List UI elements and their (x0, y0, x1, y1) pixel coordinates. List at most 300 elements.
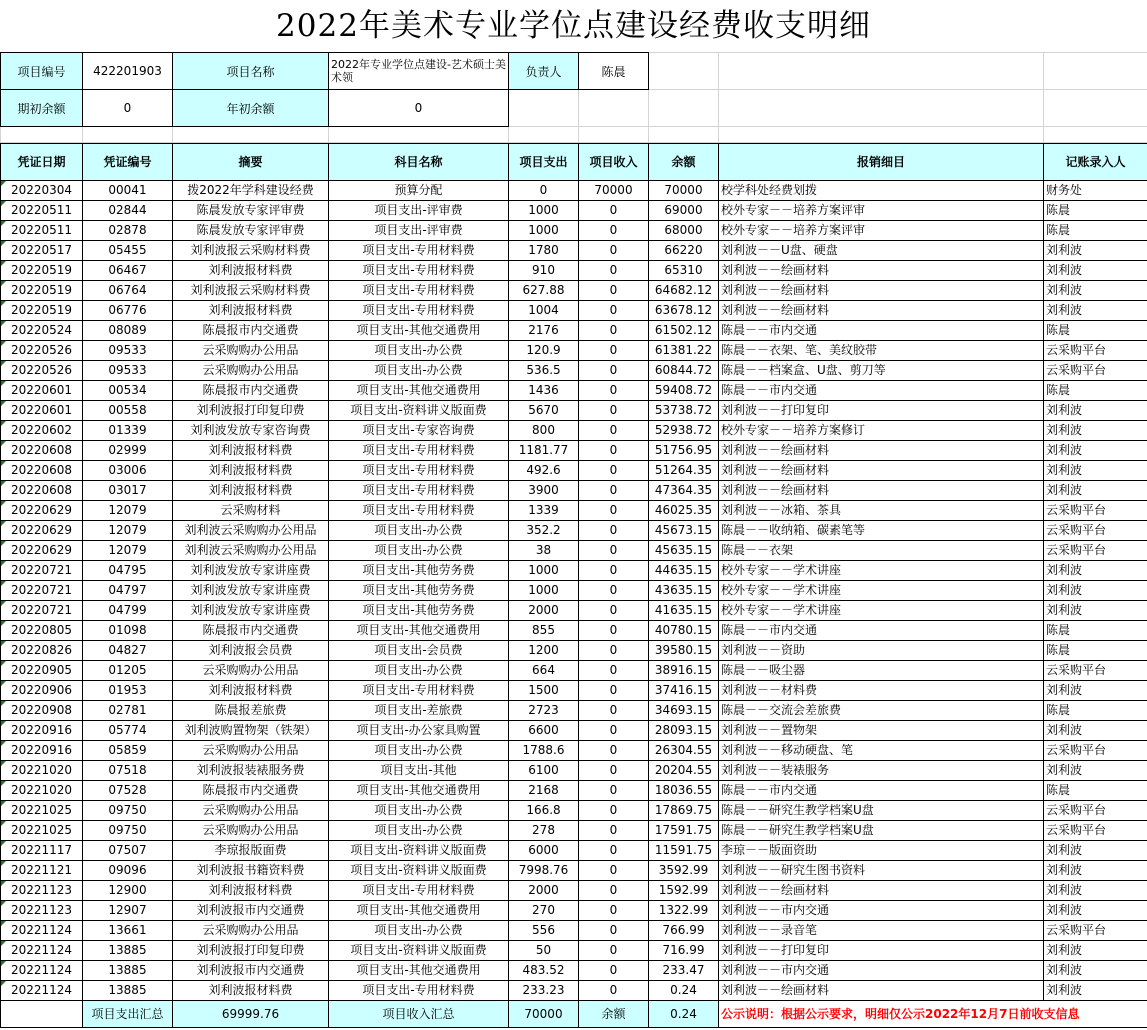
expense-cell[interactable]: 1436 (509, 381, 579, 401)
voucher-date-cell[interactable]: 20220519 (1, 301, 83, 321)
subject-cell[interactable]: 项目支出-其他劳务费 (329, 581, 509, 601)
expense-cell[interactable]: 536.5 (509, 361, 579, 381)
summary-cell[interactable]: 云采购购办公用品 (173, 801, 329, 821)
empty-cell[interactable] (579, 90, 649, 127)
voucher-no-cell[interactable]: 12079 (83, 521, 173, 541)
empty-cell[interactable] (329, 127, 509, 143)
detail-cell[interactable]: 校学科处经费划拨 (719, 181, 1044, 201)
expense-cell[interactable]: 483.52 (509, 961, 579, 981)
recorder-cell[interactable]: 刘利波 (1044, 261, 1147, 281)
voucher-date-cell[interactable]: 20220601 (1, 401, 83, 421)
balance-cell[interactable]: 37416.15 (649, 681, 719, 701)
expense-cell[interactable]: 1000 (509, 581, 579, 601)
detail-cell[interactable]: 陈晨－－交流会差旅费 (719, 701, 1044, 721)
income-cell[interactable]: 0 (579, 881, 649, 901)
detail-cell[interactable]: 校外专家－－培养方案修订 (719, 421, 1044, 441)
voucher-no-cell[interactable]: 07528 (83, 781, 173, 801)
recorder-cell[interactable]: 云采购平台 (1044, 741, 1147, 761)
empty-cell[interactable] (1044, 53, 1147, 90)
recorder-cell[interactable]: 刘利波 (1044, 481, 1147, 501)
voucher-date-cell[interactable]: 20220511 (1, 221, 83, 241)
empty-cell[interactable] (1044, 90, 1147, 127)
summary-cell[interactable]: 刘利波报材料费 (173, 301, 329, 321)
income-cell[interactable]: 70000 (579, 181, 649, 201)
summary-cell[interactable]: 刘利波发放专家讲座费 (173, 581, 329, 601)
income-cell[interactable]: 0 (579, 281, 649, 301)
voucher-no-cell[interactable]: 04795 (83, 561, 173, 581)
income-cell[interactable]: 0 (579, 241, 649, 261)
summary-cell[interactable]: 刘利波报会员费 (173, 641, 329, 661)
detail-cell[interactable]: 陈晨－－研究生教学档案U盘 (719, 821, 1044, 841)
income-cell[interactable]: 0 (579, 621, 649, 641)
voucher-date-cell[interactable]: 20220526 (1, 341, 83, 361)
expense-cell[interactable]: 2168 (509, 781, 579, 801)
voucher-no-cell[interactable]: 09533 (83, 341, 173, 361)
subject-cell[interactable]: 项目支出-专用材料费 (329, 441, 509, 461)
voucher-no-cell[interactable]: 12907 (83, 901, 173, 921)
expense-cell[interactable]: 120.9 (509, 341, 579, 361)
income-cell[interactable]: 0 (579, 421, 649, 441)
expense-total[interactable]: 69999.76 (173, 1001, 329, 1028)
empty-cell[interactable] (719, 127, 1044, 143)
income-cell[interactable]: 0 (579, 641, 649, 661)
voucher-date-cell[interactable]: 20220608 (1, 461, 83, 481)
recorder-cell[interactable]: 刘利波 (1044, 421, 1147, 441)
voucher-no-cell[interactable]: 09533 (83, 361, 173, 381)
recorder-cell[interactable]: 陈晨 (1044, 221, 1147, 241)
recorder-cell[interactable]: 云采购平台 (1044, 501, 1147, 521)
balance-cell[interactable]: 766.99 (649, 921, 719, 941)
voucher-no-cell[interactable]: 01339 (83, 421, 173, 441)
voucher-no-cell[interactable]: 13885 (83, 981, 173, 1001)
notice-text[interactable]: 公示说明：根据公示要求，明细仅公示2022年12月7日前收支信息 (719, 1001, 1147, 1028)
voucher-no-cell[interactable]: 03006 (83, 461, 173, 481)
detail-cell[interactable]: 刘利波－－市内交通 (719, 961, 1044, 981)
detail-cell[interactable]: 陈晨－－档案盒、U盘、剪刀等 (719, 361, 1044, 381)
subject-cell[interactable]: 项目支出-办公家具购置 (329, 721, 509, 741)
balance-cell[interactable]: 1592.99 (649, 881, 719, 901)
balance-cell[interactable]: 44635.15 (649, 561, 719, 581)
income-cell[interactable]: 0 (579, 901, 649, 921)
voucher-no-cell[interactable]: 01953 (83, 681, 173, 701)
empty-cell[interactable] (173, 127, 329, 143)
detail-cell[interactable]: 刘利波－－研究生图书资料 (719, 861, 1044, 881)
summary-cell[interactable]: 刘利波报书籍资料费 (173, 861, 329, 881)
income-cell[interactable]: 0 (579, 981, 649, 1001)
income-cell[interactable]: 0 (579, 821, 649, 841)
balance-cell[interactable]: 1322.99 (649, 901, 719, 921)
voucher-no-cell[interactable]: 02878 (83, 221, 173, 241)
voucher-date-cell[interactable]: 20220524 (1, 321, 83, 341)
subject-cell[interactable]: 项目支出-办公费 (329, 541, 509, 561)
voucher-no-cell[interactable]: 04827 (83, 641, 173, 661)
income-cell[interactable]: 0 (579, 861, 649, 881)
balance-cell[interactable]: 63678.12 (649, 301, 719, 321)
detail-cell[interactable]: 刘利波－－打印复印 (719, 401, 1044, 421)
recorder-cell[interactable]: 云采购平台 (1044, 361, 1147, 381)
voucher-date-cell[interactable]: 20221124 (1, 921, 83, 941)
expense-cell[interactable]: 3900 (509, 481, 579, 501)
expense-cell[interactable]: 7998.76 (509, 861, 579, 881)
voucher-no-cell[interactable]: 04799 (83, 601, 173, 621)
subject-cell[interactable]: 项目支出-专用材料费 (329, 281, 509, 301)
summary-cell[interactable]: 刘利波报打印复印费 (173, 941, 329, 961)
summary-cell[interactable]: 刘利波报装裱服务费 (173, 761, 329, 781)
expense-cell[interactable]: 556 (509, 921, 579, 941)
voucher-no-cell[interactable]: 00558 (83, 401, 173, 421)
recorder-cell[interactable]: 陈晨 (1044, 381, 1147, 401)
income-cell[interactable]: 0 (579, 461, 649, 481)
summary-cell[interactable]: 刘利波报云采购材料费 (173, 281, 329, 301)
header-subject[interactable]: 科目名称 (329, 144, 509, 181)
summary-cell[interactable]: 陈晨报市内交通费 (173, 381, 329, 401)
summary-cell[interactable]: 刘利波发放专家讲座费 (173, 561, 329, 581)
header-recorder[interactable]: 记账录入人 (1044, 144, 1147, 181)
detail-cell[interactable]: 刘利波－－绘画材料 (719, 261, 1044, 281)
expense-cell[interactable]: 352.2 (509, 521, 579, 541)
empty-cell[interactable] (1044, 127, 1147, 143)
subject-cell[interactable]: 项目支出-专家咨询费 (329, 421, 509, 441)
recorder-cell[interactable]: 刘利波 (1044, 301, 1147, 321)
balance-cell[interactable]: 38916.15 (649, 661, 719, 681)
subject-cell[interactable]: 项目支出-办公费 (329, 661, 509, 681)
voucher-no-cell[interactable]: 03017 (83, 481, 173, 501)
recorder-cell[interactable]: 刘利波 (1044, 401, 1147, 421)
empty-cell[interactable] (83, 127, 173, 143)
income-cell[interactable]: 0 (579, 941, 649, 961)
income-cell[interactable]: 0 (579, 681, 649, 701)
recorder-cell[interactable]: 刘利波 (1044, 461, 1147, 481)
summary-cell[interactable]: 云采购购办公用品 (173, 661, 329, 681)
subject-cell[interactable]: 项目支出-其他 (329, 761, 509, 781)
subject-cell[interactable]: 项目支出-专用材料费 (329, 981, 509, 1001)
expense-cell[interactable]: 800 (509, 421, 579, 441)
income-cell[interactable]: 0 (579, 741, 649, 761)
recorder-cell[interactable]: 陈晨 (1044, 321, 1147, 341)
summary-cell[interactable]: 刘利波报材料费 (173, 261, 329, 281)
subject-cell[interactable]: 项目支出-资料讲义版面费 (329, 861, 509, 881)
balance-cell[interactable]: 70000 (649, 181, 719, 201)
detail-cell[interactable]: 陈晨－－收纳箱、碳素笔等 (719, 521, 1044, 541)
expense-cell[interactable]: 2176 (509, 321, 579, 341)
expense-cell[interactable]: 627.88 (509, 281, 579, 301)
income-cell[interactable]: 0 (579, 761, 649, 781)
recorder-cell[interactable]: 刘利波 (1044, 761, 1147, 781)
voucher-no-cell[interactable]: 09750 (83, 801, 173, 821)
voucher-date-cell[interactable]: 20220602 (1, 421, 83, 441)
detail-cell[interactable]: 校外专家－－学术讲座 (719, 581, 1044, 601)
voucher-date-cell[interactable]: 20220629 (1, 541, 83, 561)
voucher-date-cell[interactable]: 20220519 (1, 261, 83, 281)
subject-cell[interactable]: 项目支出-办公费 (329, 341, 509, 361)
subject-cell[interactable]: 项目支出-其他交通费用 (329, 381, 509, 401)
subject-cell[interactable]: 项目支出-其他劳务费 (329, 601, 509, 621)
income-cell[interactable]: 0 (579, 581, 649, 601)
summary-cell[interactable]: 刘利波报材料费 (173, 981, 329, 1001)
income-cell[interactable]: 0 (579, 961, 649, 981)
detail-cell[interactable]: 陈晨－－衣架 (719, 541, 1044, 561)
summary-cell[interactable]: 陈晨发放专家评审费 (173, 201, 329, 221)
income-cell[interactable]: 0 (579, 441, 649, 461)
expense-cell[interactable]: 1000 (509, 561, 579, 581)
balance-cell[interactable]: 65310 (649, 261, 719, 281)
subject-cell[interactable]: 项目支出-资料讲义版面费 (329, 841, 509, 861)
recorder-cell[interactable]: 刘利波 (1044, 681, 1147, 701)
detail-cell[interactable]: 刘利波－－绘画材料 (719, 281, 1044, 301)
balance-cell[interactable]: 41635.15 (649, 601, 719, 621)
empty-cell[interactable] (509, 90, 579, 127)
detail-cell[interactable]: 刘利波－－U盘、硬盘 (719, 241, 1044, 261)
subject-cell[interactable]: 项目支出-会员费 (329, 641, 509, 661)
recorder-cell[interactable]: 刘利波 (1044, 561, 1147, 581)
balance-cell[interactable]: 64682.12 (649, 281, 719, 301)
balance-cell[interactable]: 11591.75 (649, 841, 719, 861)
voucher-date-cell[interactable]: 20221025 (1, 801, 83, 821)
empty-cell[interactable] (719, 53, 1044, 90)
recorder-cell[interactable]: 刘利波 (1044, 941, 1147, 961)
detail-cell[interactable]: 刘利波－－市内交通 (719, 901, 1044, 921)
recorder-cell[interactable]: 刘利波 (1044, 881, 1147, 901)
voucher-date-cell[interactable]: 20220916 (1, 721, 83, 741)
summary-cell[interactable]: 刘利波报材料费 (173, 441, 329, 461)
income-cell[interactable]: 0 (579, 401, 649, 421)
detail-cell[interactable]: 刘利波－－移动硬盘、笔 (719, 741, 1044, 761)
expense-cell[interactable]: 1000 (509, 221, 579, 241)
voucher-no-cell[interactable]: 09096 (83, 861, 173, 881)
recorder-cell[interactable]: 刘利波 (1044, 441, 1147, 461)
detail-cell[interactable]: 刘利波－－绘画材料 (719, 441, 1044, 461)
expense-cell[interactable]: 6000 (509, 841, 579, 861)
subject-cell[interactable]: 项目支出-办公费 (329, 361, 509, 381)
detail-cell[interactable]: 陈晨－－市内交通 (719, 321, 1044, 341)
header-balance[interactable]: 余额 (649, 144, 719, 181)
summary-cell[interactable]: 陈晨报市内交通费 (173, 621, 329, 641)
subject-cell[interactable]: 项目支出-专用材料费 (329, 501, 509, 521)
voucher-date-cell[interactable]: 20220519 (1, 281, 83, 301)
subject-cell[interactable]: 项目支出-资料讲义版面费 (329, 401, 509, 421)
summary-cell[interactable]: 陈晨报市内交通费 (173, 781, 329, 801)
voucher-date-cell[interactable]: 20220629 (1, 521, 83, 541)
balance-cell[interactable]: 60844.72 (649, 361, 719, 381)
project-name[interactable]: 2022年专业学位点建设-艺术硕士美术领 (329, 53, 509, 90)
detail-cell[interactable]: 刘利波－－材料费 (719, 681, 1044, 701)
balance-cell[interactable]: 46025.35 (649, 501, 719, 521)
income-cell[interactable]: 0 (579, 481, 649, 501)
expense-cell[interactable]: 2723 (509, 701, 579, 721)
expense-cell[interactable]: 2000 (509, 601, 579, 621)
subject-cell[interactable]: 项目支出-专用材料费 (329, 681, 509, 701)
recorder-cell[interactable]: 刘利波 (1044, 601, 1147, 621)
voucher-date-cell[interactable]: 20220721 (1, 581, 83, 601)
summary-cell[interactable]: 刘利波报市内交通费 (173, 961, 329, 981)
detail-cell[interactable]: 陈晨－－市内交通 (719, 381, 1044, 401)
voucher-date-cell[interactable]: 20220608 (1, 441, 83, 461)
voucher-no-cell[interactable]: 12900 (83, 881, 173, 901)
voucher-date-cell[interactable]: 20220721 (1, 561, 83, 581)
voucher-no-cell[interactable]: 05774 (83, 721, 173, 741)
income-cell[interactable]: 0 (579, 501, 649, 521)
recorder-cell[interactable]: 刘利波 (1044, 961, 1147, 981)
summary-cell[interactable]: 云采购购办公用品 (173, 361, 329, 381)
detail-cell[interactable]: 校外专家－－学术讲座 (719, 601, 1044, 621)
recorder-cell[interactable]: 云采购平台 (1044, 801, 1147, 821)
voucher-no-cell[interactable]: 06467 (83, 261, 173, 281)
expense-cell[interactable]: 233.23 (509, 981, 579, 1001)
voucher-date-cell[interactable]: 20221020 (1, 781, 83, 801)
detail-cell[interactable]: 刘利波－－绘画材料 (719, 461, 1044, 481)
recorder-cell[interactable]: 云采购平台 (1044, 661, 1147, 681)
voucher-no-cell[interactable]: 01098 (83, 621, 173, 641)
income-cell[interactable]: 0 (579, 381, 649, 401)
recorder-cell[interactable]: 陈晨 (1044, 641, 1147, 661)
expense-cell[interactable]: 6100 (509, 761, 579, 781)
recorder-cell[interactable]: 云采购平台 (1044, 821, 1147, 841)
expense-cell[interactable]: 6600 (509, 721, 579, 741)
expense-cell[interactable]: 278 (509, 821, 579, 841)
recorder-cell[interactable]: 刘利波 (1044, 721, 1147, 741)
header-voucher-no[interactable]: 凭证编号 (83, 144, 173, 181)
income-cell[interactable]: 0 (579, 801, 649, 821)
empty-cell[interactable] (719, 90, 1044, 127)
voucher-no-cell[interactable]: 06764 (83, 281, 173, 301)
voucher-date-cell[interactable]: 20220601 (1, 381, 83, 401)
summary-cell[interactable]: 拨2022年学科建设经费 (173, 181, 329, 201)
subject-cell[interactable]: 项目支出-办公费 (329, 801, 509, 821)
detail-cell[interactable]: 刘利波－－打印复印 (719, 941, 1044, 961)
voucher-no-cell[interactable]: 09750 (83, 821, 173, 841)
summary-cell[interactable]: 李琼报版面费 (173, 841, 329, 861)
balance-cell[interactable]: 69000 (649, 201, 719, 221)
income-cell[interactable]: 0 (579, 321, 649, 341)
subject-cell[interactable]: 项目支出-其他交通费用 (329, 321, 509, 341)
summary-cell[interactable]: 刘利波报材料费 (173, 461, 329, 481)
income-cell[interactable]: 0 (579, 221, 649, 241)
detail-cell[interactable]: 陈晨－－市内交通 (719, 621, 1044, 641)
balance-cell[interactable]: 39580.15 (649, 641, 719, 661)
subject-cell[interactable]: 项目支出-其他交通费用 (329, 781, 509, 801)
balance-cell[interactable]: 233.47 (649, 961, 719, 981)
header-income[interactable]: 项目收入 (579, 144, 649, 181)
income-cell[interactable]: 0 (579, 361, 649, 381)
voucher-date-cell[interactable]: 20221123 (1, 901, 83, 921)
detail-cell[interactable]: 李琼－－版面资助 (719, 841, 1044, 861)
balance-cell[interactable]: 0.24 (649, 981, 719, 1001)
voucher-no-cell[interactable]: 08089 (83, 321, 173, 341)
detail-cell[interactable]: 刘利波－－置物架 (719, 721, 1044, 741)
summary-cell[interactable]: 云采购购办公用品 (173, 921, 329, 941)
income-cell[interactable]: 0 (579, 301, 649, 321)
detail-cell[interactable]: 刘利波－－装裱服务 (719, 761, 1044, 781)
expense-cell[interactable]: 910 (509, 261, 579, 281)
expense-cell[interactable]: 1500 (509, 681, 579, 701)
income-cell[interactable]: 0 (579, 201, 649, 221)
income-cell[interactable]: 0 (579, 261, 649, 281)
subject-cell[interactable]: 预算分配 (329, 181, 509, 201)
recorder-cell[interactable]: 刘利波 (1044, 281, 1147, 301)
income-cell[interactable]: 0 (579, 701, 649, 721)
subject-cell[interactable]: 项目支出-其他交通费用 (329, 901, 509, 921)
voucher-date-cell[interactable]: 20221123 (1, 881, 83, 901)
voucher-no-cell[interactable]: 02844 (83, 201, 173, 221)
recorder-cell[interactable]: 刘利波 (1044, 861, 1147, 881)
year-balance[interactable]: 0 (329, 90, 509, 127)
recorder-cell[interactable]: 陈晨 (1044, 621, 1147, 641)
balance-cell[interactable]: 52938.72 (649, 421, 719, 441)
detail-cell[interactable]: 刘利波－－绘画材料 (719, 881, 1044, 901)
balance-cell[interactable]: 17869.75 (649, 801, 719, 821)
detail-cell[interactable]: 校外专家－－培养方案评审 (719, 201, 1044, 221)
voucher-date-cell[interactable]: 20220905 (1, 661, 83, 681)
income-cell[interactable]: 0 (579, 841, 649, 861)
balance-cell[interactable]: 17591.75 (649, 821, 719, 841)
balance-cell[interactable]: 28093.15 (649, 721, 719, 741)
summary-cell[interactable]: 陈晨报市内交通费 (173, 321, 329, 341)
voucher-date-cell[interactable]: 20220805 (1, 621, 83, 641)
balance-cell[interactable]: 51264.35 (649, 461, 719, 481)
voucher-no-cell[interactable]: 04797 (83, 581, 173, 601)
empty-cell[interactable] (1, 127, 83, 143)
detail-cell[interactable]: 刘利波－－资助 (719, 641, 1044, 661)
balance-cell[interactable]: 26304.55 (649, 741, 719, 761)
recorder-cell[interactable]: 财务处 (1044, 181, 1147, 201)
expense-cell[interactable]: 1181.77 (509, 441, 579, 461)
voucher-no-cell[interactable]: 12079 (83, 541, 173, 561)
header-expense[interactable]: 项目支出 (509, 144, 579, 181)
income-cell[interactable]: 0 (579, 661, 649, 681)
summary-cell[interactable]: 云采购购办公用品 (173, 341, 329, 361)
detail-cell[interactable]: 校外专家－－学术讲座 (719, 561, 1044, 581)
voucher-date-cell[interactable]: 20220608 (1, 481, 83, 501)
summary-cell[interactable]: 刘利波报市内交通费 (173, 901, 329, 921)
balance-cell[interactable]: 34693.15 (649, 701, 719, 721)
detail-cell[interactable]: 陈晨－－研究生教学档案U盘 (719, 801, 1044, 821)
income-cell[interactable]: 0 (579, 601, 649, 621)
voucher-date-cell[interactable]: 20220517 (1, 241, 83, 261)
detail-cell[interactable]: 校外专家－－培养方案评审 (719, 221, 1044, 241)
balance-cell[interactable]: 47364.35 (649, 481, 719, 501)
summary-cell[interactable]: 刘利波发放专家讲座费 (173, 601, 329, 621)
balance-cell[interactable]: 40780.15 (649, 621, 719, 641)
empty-cell[interactable] (509, 127, 579, 143)
empty-cell[interactable] (649, 127, 719, 143)
balance-cell[interactable]: 18036.55 (649, 781, 719, 801)
voucher-no-cell[interactable]: 00041 (83, 181, 173, 201)
subject-cell[interactable]: 项目支出-办公费 (329, 521, 509, 541)
balance-cell[interactable]: 61502.12 (649, 321, 719, 341)
summary-cell[interactable]: 云采购材料 (173, 501, 329, 521)
detail-cell[interactable]: 刘利波－－绘画材料 (719, 301, 1044, 321)
summary-cell[interactable]: 刘利波云采购购办公用品 (173, 521, 329, 541)
subject-cell[interactable]: 项目支出-专用材料费 (329, 461, 509, 481)
voucher-no-cell[interactable]: 05859 (83, 741, 173, 761)
voucher-date-cell[interactable]: 20220906 (1, 681, 83, 701)
voucher-date-cell[interactable]: 20221124 (1, 941, 83, 961)
income-cell[interactable]: 0 (579, 341, 649, 361)
voucher-no-cell[interactable]: 13661 (83, 921, 173, 941)
subject-cell[interactable]: 项目支出-办公费 (329, 741, 509, 761)
expense-cell[interactable]: 166.8 (509, 801, 579, 821)
expense-cell[interactable]: 1788.6 (509, 741, 579, 761)
expense-cell[interactable]: 1780 (509, 241, 579, 261)
leader-name[interactable]: 陈晨 (579, 53, 649, 90)
voucher-no-cell[interactable]: 02781 (83, 701, 173, 721)
expense-cell[interactable]: 2000 (509, 881, 579, 901)
project-no[interactable]: 422201903 (83, 53, 173, 90)
detail-cell[interactable]: 刘利波－－录音笔 (719, 921, 1044, 941)
detail-cell[interactable]: 刘利波－－冰箱、茶具 (719, 501, 1044, 521)
voucher-date-cell[interactable]: 20221020 (1, 761, 83, 781)
recorder-cell[interactable]: 刘利波 (1044, 841, 1147, 861)
